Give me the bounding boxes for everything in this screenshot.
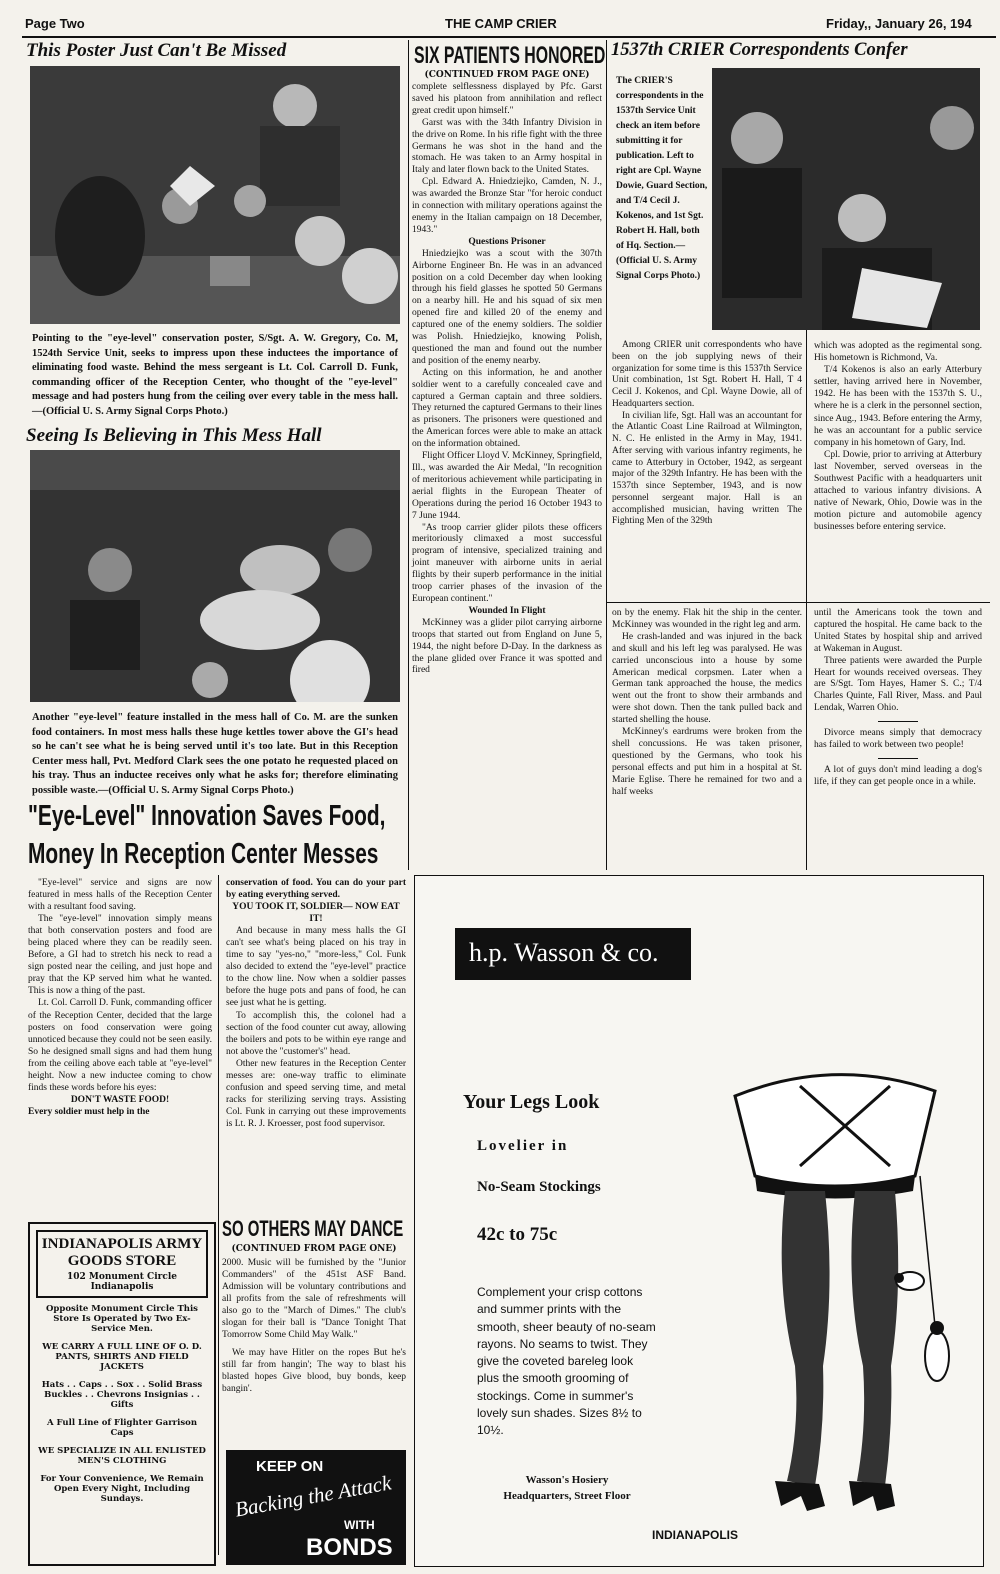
store-line: Opposite Monument Circle This Store Is Operated by Two Ex-Service Men. <box>46 1304 198 1334</box>
paragraph: In civilian life, Sgt. Hall was an accountant for the Atlantic Coast Line Railroad at Wilmington, N. C. He enlisted in the Army in May, 1941. After serving with various infantry regiments, he came to Atterbury in October, 1942, as sergeant major of the 329th Infantry. He has been with the 1537th since September, 1943, and is now personnel sergeant major. Hall is an accomplished musician, having written The Fighting Men of the 329th <box>612 410 802 527</box>
paragraph: Among CRIER unit correspondents who have been on the job supplying news of their organization for some time is this 1537th Service Unit combination, 1st Sgt. Robert H. Hall, T 4 Cecil J. Kokenos, and Cpl. Wayne Dowie, all of Headquarters section. <box>612 340 802 409</box>
wasson-ad <box>414 875 984 1567</box>
paragraph: T/4 Kokenos is also an early Atterbury settler, having arrived here in November, 1942. He has been with the 1537th S. U., where he is a clerk in the personnel section, since Aug., 1943. Before entering the Army, he was an accountant for a public service company in his hometown of Gary, Ind. <box>814 365 982 448</box>
column-rule <box>408 40 409 870</box>
subhead: DON'T WASTE FOOD! <box>70 1094 170 1105</box>
subhead: Questions Prisoner <box>468 236 546 247</box>
wasson-city: INDIANAPOLIS <box>651 1528 738 1542</box>
six-patients-col-a <box>412 82 602 677</box>
eye-level-headline-2: Money In Reception Center Messes <box>28 838 379 870</box>
eye-level-col2 <box>226 877 406 1130</box>
subhead: Wounded In Flight <box>468 605 546 616</box>
store-line: Hats . . Caps . . Sox . . Solid Brass Buckles . . Chevrons Insignias . . Gifts <box>41 1380 203 1410</box>
mess-photo <box>30 450 400 702</box>
poster-headline: This Poster Just Can't Be Missed <box>26 40 287 61</box>
paragraph: complete selflessness displayed by Pfc. Garst saved his platoon from annihilation and reflect great credit upon himself." <box>412 82 602 116</box>
correspondents-caption: The CRIER'S correspondents in the 1537th Service Unit check an item before submitting it for publication. Left to right are Cpl. Wayne Dowie, Guard Section, and T/4 Cecil J. Kokenos, and 1st Sgt. Robert H. Hall, both of Hq. Section.— (Official U. S. Army Signal Corps Photo.) <box>616 76 708 281</box>
paragraph: McKinney's eardrums were broken from the shell concussions. He was taken prisoner, questioned by the Germans, who took his personal effects and put him in a hospital at St. Marie Eglise. There he remained for two and a half weeks <box>612 727 802 797</box>
divider <box>878 758 918 759</box>
store-line: For Your Convenience, We Remain Open Every Night, Including Sundays. <box>40 1474 204 1504</box>
army-goods-store-ad <box>28 1222 216 1566</box>
store-name: INDIANAPOLIS ARMY GOODS STORE <box>41 1236 203 1269</box>
paragraph: Flight Officer Lloyd V. McKinney, Springfield, Ill., was awarded the Air Medal, "In recognition of meritorious achievement while participating in aerial flights in the European Theater of Operations during the period 16 October 1943 to 7 June 1944. <box>412 451 602 521</box>
bond-script: Backing the Attack <box>233 1470 394 1522</box>
correspondents-col-a <box>612 340 802 528</box>
war-bonds-ad <box>226 1450 406 1565</box>
poster-caption: Pointing to the "eye-level" conservation poster, S/Sgt. A. W. Gregory, Co. M, 1524th Service Unit, seeks to impress upon these inductees the importance of eliminating food waste. Behind the mess sergeant is Lt. Col. Carroll D. Funk, commanding officer of the Reception Center, who thought of the "eye-level" message and had posters hung from the ceiling over every table in the mess hall.—(Official U. S. Army Signal Corps Photo.) <box>32 333 398 417</box>
wasson-headline-2: Lovelier in <box>477 1138 569 1154</box>
paragraph: which was adopted as the regimental song. His hometown is Richmond, Va. <box>814 341 982 364</box>
paragraph: on by the enemy. Flak hit the ship in the center. McKinney was wounded in the right leg and arm. <box>612 608 802 630</box>
mess-headline: Seeing Is Believing in This Mess Hall <box>26 425 322 446</box>
masthead-rule <box>22 36 996 38</box>
dance-headline: SO OTHERS MAY DANCE <box>222 1216 404 1241</box>
store-line: WE SPECIALIZE IN ALL ENLISTED MEN'S CLOTHING <box>38 1446 206 1466</box>
correspondents-photo <box>712 68 980 330</box>
paragraph: McKinney was a glider pilot carrying airborne troops that started out from England on June 5, 1944, the night before D-Day. In the darkness as the plane glided over France it was spotted and fired <box>412 617 602 676</box>
wasson-dept-2: Headquarters, Street Floor <box>503 1490 631 1502</box>
page-number: Page Two <box>25 16 85 31</box>
wasson-dept-1: Wasson's Hosiery <box>525 1474 609 1486</box>
bond-bonds: BONDS <box>306 1534 393 1561</box>
paragraph: Three patients were awarded the Purple Heart for wounds received overseas. They are S/Sgt. Tom Hayes, Hamer S. C.; T/4 Charles Quinte, Fall River, Mass. and Paul Lendak, Warren Ohio. <box>814 655 982 714</box>
six-patients-col-d <box>612 608 802 799</box>
bond-with: WITH <box>344 1518 375 1532</box>
issue-date: Friday,, January 26, 194 <box>826 16 972 31</box>
paragraph: "As troop carrier glider pilots these officers meritoriously climaxed a most successful program of intensive, specialized training and joint maneuver with airborne units in aerial flights by their superb performance in the initial troop carrier phases of the invasion of the European continent." <box>412 522 602 604</box>
wasson-price: 42c to 75c <box>477 1224 558 1245</box>
column-rule <box>806 330 807 870</box>
paragraph: To accomplish this, the colonel had a section of the food counter cut away, allowing the boilers and pots to be within eye range and not above the "customer's" head. <box>226 1010 406 1057</box>
paragraph: And because in many mess halls the GI can't see what's being placed on his tray in time to say "yes-no," "more-less," Col. Funk also decided to extend the "eye-level" practice to the chow line. Now when a soldier passes before the huge pots and pans of food, he can see just what he is getting. <box>226 926 406 1009</box>
bond-top: KEEP ON <box>256 1458 324 1475</box>
paragraph: Cpl. Edward A. Hniedziejko, Camden, N. J., was awarded the Bronze Star "for heroic conduct in connection with military operations against the enemy in the Italian campaign on 18 December, 1943." <box>412 177 602 235</box>
paragraph: Acting on this information, he and another soldier went to a carefully concealed cave and captured a German captain and three soldiers. They returned the captured Germans to their lines as prisoners. The prisoners were questioned and the American forces were able to make an attack on the information obtained. <box>412 367 602 450</box>
six-patients-cont: (CONTINUED FROM PAGE ONE) <box>424 70 590 80</box>
store-address: 102 Monument Circle <box>66 1272 177 1282</box>
paragraph: conservation of food. You can do your part by eating everything served. <box>226 878 406 901</box>
wasson-line: Your Legs Look <box>463 1091 600 1113</box>
poster-photo <box>30 66 400 324</box>
divider <box>878 721 918 722</box>
store-name-box <box>36 1230 208 1298</box>
column-rule <box>218 875 219 1555</box>
subhead: YOU TOOK IT, SOLDIER— NOW EAT IT! <box>232 902 400 925</box>
paragraph: We may have Hitler on the ropes But he's still far from hangin'; The way to blast his blasted hopes Give blood, buy bonds, keep bangin'. <box>222 1347 406 1394</box>
paper-name: THE CAMP CRIER <box>445 16 557 31</box>
eye-level-headline-1: "Eye-Level" Innovation Saves Food, <box>28 800 386 832</box>
paragraph: Divorce means simply that democracy has failed to work between two people! <box>814 728 982 751</box>
eye-level-col1 <box>28 877 212 1118</box>
six-patients-headline: SIX PATIENTS HONORED <box>414 42 606 69</box>
correspondents-col-b <box>814 340 982 534</box>
store-city: Indianapolis <box>90 1282 154 1292</box>
store-line: A Full Line of Flighter Garrison Caps <box>46 1418 198 1438</box>
dance-cont: (CONTINUED FROM PAGE ONE) <box>231 1244 397 1254</box>
paragraph: Hniedziejko was a scout with the 307th Airborne Engineer Bn. He was in an advanced position on a cold December day when looking through his field glasses he spotted 50 Germans on a nearby hill. He and his squad of six men opened fire and killed 20 of the enemy and captured one of the enemy soldiers. The soldier was Polish. Hniedziejko, knowing Polish, questioned the man and found out the number and position of the enemy nearby. <box>412 248 602 366</box>
correspondents-headline: 1537th CRIER Correspondents Confer <box>611 40 908 60</box>
paragraph: until the Americans took the town and captured the hospital. He came back to the United States by hospital ship and arrived at Wakeman in August. <box>814 608 982 654</box>
wasson-headline-1 <box>463 1091 599 1114</box>
paragraph: "Eye-level" service and signs are now featured in mess halls of the Reception Center with a resultant food saving. <box>28 878 212 913</box>
mess-caption: Another "eye-level" feature installed in the mess hall of Co. M. are the sunken food containers. In most mess halls these huge kettles tower above the GI's head so he can't see what he is being served until it's too late. But in this Reception Center mess hall, Pvt. Medford Clark sees the one potato he requested placed on his tray. Thus an inductee receives only what he asks for; therefore eliminating possible waste.—(Official U. S. Army Signal Corps Photo.) <box>32 712 398 796</box>
wasson-logo <box>455 928 691 980</box>
six-patients-col-e <box>814 608 982 789</box>
paragraph: Cpl. Dowie, prior to arriving at Atterbury last November, served overseas in the Southwest Pacific with a headquarters unit attached to various infantry divisions. A native of Newark, Ohio, Dowie was in the motion picture and automobile agency businesses before entering service. <box>814 449 982 533</box>
wasson-logo-text: h.p. Wasson & co. <box>469 938 659 967</box>
paragraph: A lot of guys don't mind leading a dog's life, if they can get people once in a while. <box>814 764 982 787</box>
paragraph: Garst was with the 34th Infantry Division in the drive on Rome. In his rifle fight with the three Germans he was shot in the hand and the stomach. He was taken to an Army hospital in Italy and later flown back to the United States. <box>412 117 602 176</box>
store-line: WE CARRY A FULL LINE OF O. D. PANTS, SHIRTS AND FIELD JACKETS <box>42 1342 202 1372</box>
paragraph: Other new features in the Reception Center messes are: one-way traffic to eliminate confusion and speed serving time, and metal racks for sterilizing serving trays. Assisting Col. Funk in carrying out these improvements is Lt. R. J. Kroesser, post food supervisor. <box>226 1058 406 1129</box>
paragraph: Lt. Col. Carroll D. Funk, commanding officer of the Reception Center, decided that the large posters on food conservation were going unnoticed because they could not be seen easily. So he designed small signs and had them hung from the ceiling above each table at "eye-level" height. Now a new inductee coming to chow finds these words before his eyes: <box>28 998 212 1093</box>
stockings-illustration <box>715 1066 975 1536</box>
paragraph: The "eye-level" innovation simply means that both conservation posters and food are being placed where they can be readily seen. Before, a GI had to stretch his neck to read a sign posted near the ceiling, and just hope and pray that the KP served him what he wanted. This is now a thing of the past. <box>28 914 212 997</box>
section-rule <box>606 602 990 603</box>
wasson-headline-3: No-Seam Stockings <box>477 1179 601 1195</box>
paragraph: He crash-landed and was injured in the back and skull and his left leg was paralysed. He was carried unconscious into a house by some American medical corpsmen. Later when a German tank approached the house, the medics went out the front to show their armbands and were shot down. Then the tank pulled back and started shelling the house. <box>612 631 802 726</box>
paragraph: 2000. Music will be furnished by the "Junior Commanders" of the 451st ASF Band. Admission will be voluntary contributions and all profits from the sale of refreshments will also go to the "March of Dimes." The club's slogan for their ball is "Dance Tonight That Tomorrow Some Child May Walk." <box>222 1258 406 1340</box>
dance-col <box>222 1258 406 1395</box>
column-rule <box>606 40 607 870</box>
wasson-body: Complement your crisp cottons and summer prints with the smooth, sheer beauty of no-seam rayons. No seams to twist. They give the coveted bareleg look plus the smooth grooming of stockings. Come in summer's lovely sun shades. Sizes 8½ to 10½. <box>477 1285 656 1438</box>
paragraph: Every soldier must help in the <box>28 1106 150 1117</box>
